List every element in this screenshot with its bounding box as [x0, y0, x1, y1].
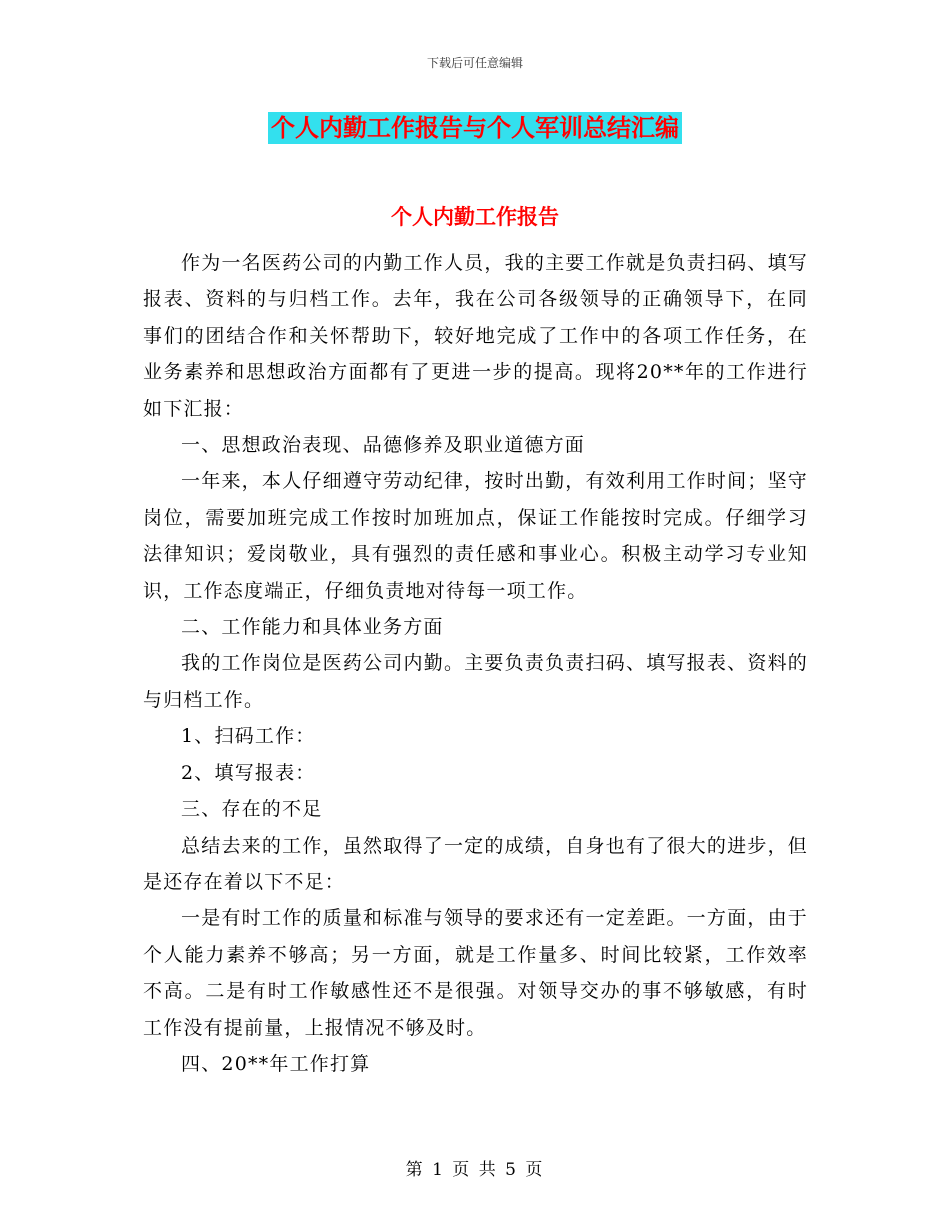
section-title: 个人内勤工作报告	[391, 205, 559, 229]
paragraph-section-1: 一年来，本人仔细遵守劳动纪律，按时出勤，有效利用工作时间；坚守岗位，需要加班完成工作按时加班加点，保证工作能按时完成。仔细学习法律知识；爱岗敬业，具有强烈的责任感和事业心。积极主动学习专业知识，工作态度端正，仔细负责地对待每一项工作。	[143, 470, 808, 602]
heading-section-3: 三、存在的不足	[181, 798, 323, 821]
header-note: 下载后可任意编辑	[426, 56, 523, 70]
main-title-container	[0, 112, 950, 144]
heading-section-4: 四、20**年工作打算	[181, 1052, 371, 1075]
paragraph-section-3a: 总结去来的工作，虽然取得了一定的成绩，自身也有了很大的进步，但是还存在着以下不足：	[143, 834, 808, 893]
main-title: 个人内勤工作报告与个人军训总结汇编	[268, 112, 682, 144]
list-item-report: 2、填写报表：	[181, 761, 316, 784]
list-item-scan: 1、扫码工作：	[181, 725, 316, 748]
paragraph-intro: 作为一名医药公司的内勤工作人员，我的主要工作就是负责扫码、填写报表、资料的与归档工作。去年，我在公司各级领导的正确领导下，在同事们的团结合作和关怀帮助下，较好地完成了工作中的各项工作任务，在业务素养和思想政治方面都有了更进一步的提高。现将20**年的工作进行如下汇报：	[143, 252, 808, 420]
page-footer: 第 1 页 共 5 页	[405, 1160, 545, 1180]
heading-section-2: 二、工作能力和具体业务方面	[181, 616, 444, 639]
document-body	[143, 245, 808, 1082]
heading-section-1: 一、思想政治表现、品德修养及职业道德方面	[181, 434, 586, 457]
paragraph-section-2: 我的工作岗位是医药公司内勤。主要负责负责扫码、填写报表、资料的与归档工作。	[143, 652, 808, 711]
paragraph-section-3b: 一是有时工作的质量和标准与领导的要求还有一定差距。一方面，由于个人能力素养不够高；另一方面，就是工作量多、时间比较紧，工作效率不高。二是有时工作敏感性还不是很强。对领导交办的事不够敏感，有时工作没有提前量，上报情况不够及时。	[143, 907, 808, 1039]
